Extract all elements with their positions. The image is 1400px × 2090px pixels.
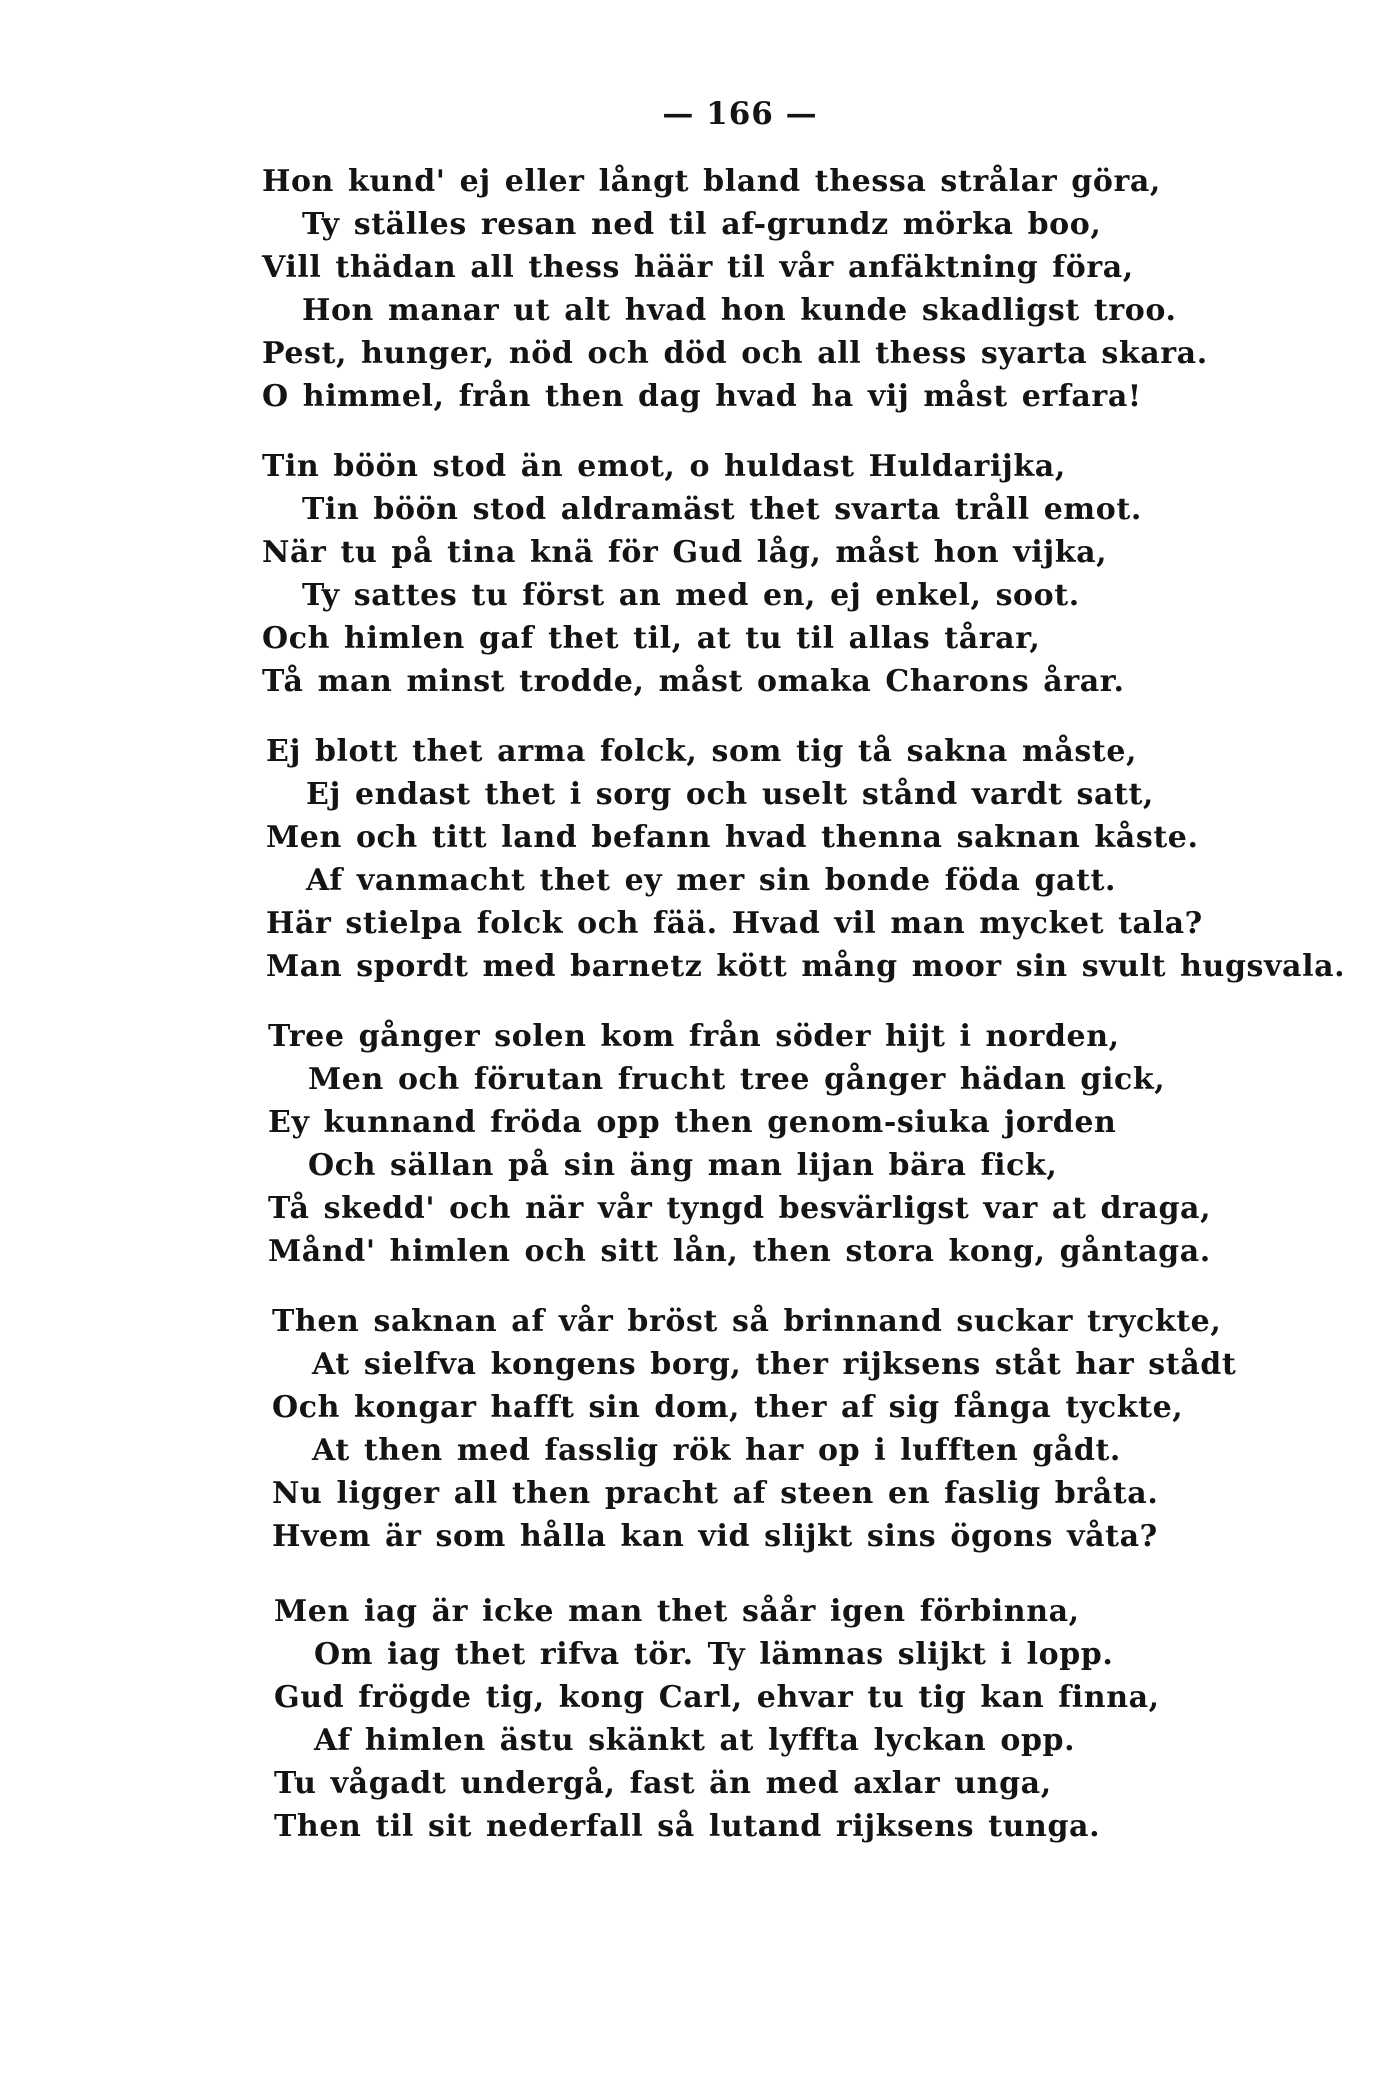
stanza-6 <box>274 1590 1274 1848</box>
verse-line: När tu på tina knä för Gud låg, måst hon vijka, <box>262 535 1108 570</box>
verse-line: Hon kund' ej eller långt bland thessa strålar göra, <box>262 164 1161 199</box>
verse-line: Tin böön stod aldramäst thet svarta tråll emot. <box>302 492 1142 527</box>
verse-line: Pest, hunger, nöd och död och all thess syarta skara. <box>262 336 1208 371</box>
verse-line: Om iag thet rifva tör. Ty lämnas slijkt i lopp. <box>314 1637 1114 1672</box>
verse-line: At sielfva kongens borg, ther rijksens ståt har stådt <box>312 1347 1237 1382</box>
verse-line: Af vanmacht thet ey mer sin bonde föda gatt. <box>306 863 1117 898</box>
verse-line: Af himlen ästu skänkt at lyffta lyckan opp. <box>314 1723 1076 1758</box>
verse-line: Hvem är som hålla kan vid slijkt sins ögons våta? <box>272 1519 1158 1554</box>
verse-line: At then med fasslig rök har op i lufften gådt. <box>312 1433 1121 1468</box>
verse-line: Tå man minst trodde, måst omaka Charons årar. <box>262 664 1125 699</box>
verse-line: Månd' himlen och sitt lån, then stora kong, gåntaga. <box>268 1234 1211 1269</box>
stanza-5 <box>272 1300 1272 1558</box>
verse-line: Vill thädan all thess häär til vår anfäktning föra, <box>262 250 1134 285</box>
verse-line: Tree gånger solen kom från söder hijt i norden, <box>268 1019 1120 1054</box>
page-number: — 166 — <box>662 96 818 132</box>
verse-line: Man spordt med barnetz kött mång moor sin svult hugsvala. <box>266 949 1346 984</box>
verse-line: Ej blott thet arma folck, som tig tå sakna måste, <box>266 734 1138 769</box>
verse-line: Tin böön stod än emot, o huldast Huldarijka, <box>262 449 1066 484</box>
verse-line: Men iag är icke man thet såår igen förbinna, <box>274 1594 1080 1629</box>
verse-line: Then saknan af vår bröst så brinnand suckar tryckte, <box>272 1304 1222 1339</box>
verse-line: Men och titt land befann hvad thenna saknan kåste. <box>266 820 1199 855</box>
verse-line: Men och förutan frucht tree gånger hädan gick, <box>308 1062 1166 1097</box>
verse-line: Hon manar ut alt hvad hon kunde skadligst troo. <box>302 293 1177 328</box>
verse-line: O himmel, från then dag hvad ha vij måst erfara! <box>262 379 1142 414</box>
stanza-3 <box>266 730 1346 988</box>
verse-line: Ej endast thet i sorg och uselt stånd vardt satt, <box>306 777 1154 812</box>
stanza-4 <box>268 1015 1268 1273</box>
verse-line: Ty sattes tu först an med en, ej enkel, soot. <box>302 578 1080 613</box>
verse-line: Tu vågadt undergå, fast än med axlar unga, <box>274 1766 1052 1801</box>
verse-line: Och himlen gaf thet til, at tu til allas tårar, <box>262 621 1041 656</box>
verse-line: Ty ställes resan ned til af-grundz mörka boo, <box>302 207 1102 242</box>
verse-line: Och kongar hafft sin dom, ther af sig fånga tyckte, <box>272 1390 1184 1425</box>
verse-line: Nu ligger all then pracht af steen en faslig bråta. <box>272 1476 1159 1511</box>
verse-line: Och sällan på sin äng man lijan bära fick, <box>308 1148 1058 1183</box>
verse-line: Then til sit nederfall så lutand rijksens tunga. <box>274 1809 1101 1844</box>
verse-line: Här stielpa folck och fää. Hvad vil man mycket tala? <box>266 906 1203 941</box>
stanza-2 <box>262 445 1262 703</box>
verse-line: Ey kunnand fröda opp then genom-siuka jorden <box>268 1105 1117 1140</box>
verse-line: Gud frögde tig, kong Carl, ehvar tu tig kan finna, <box>274 1680 1160 1715</box>
verse-line: Tå skedd' och när vår tyngd besvärligst var at draga, <box>268 1191 1212 1226</box>
stanza-1 <box>262 160 1262 418</box>
